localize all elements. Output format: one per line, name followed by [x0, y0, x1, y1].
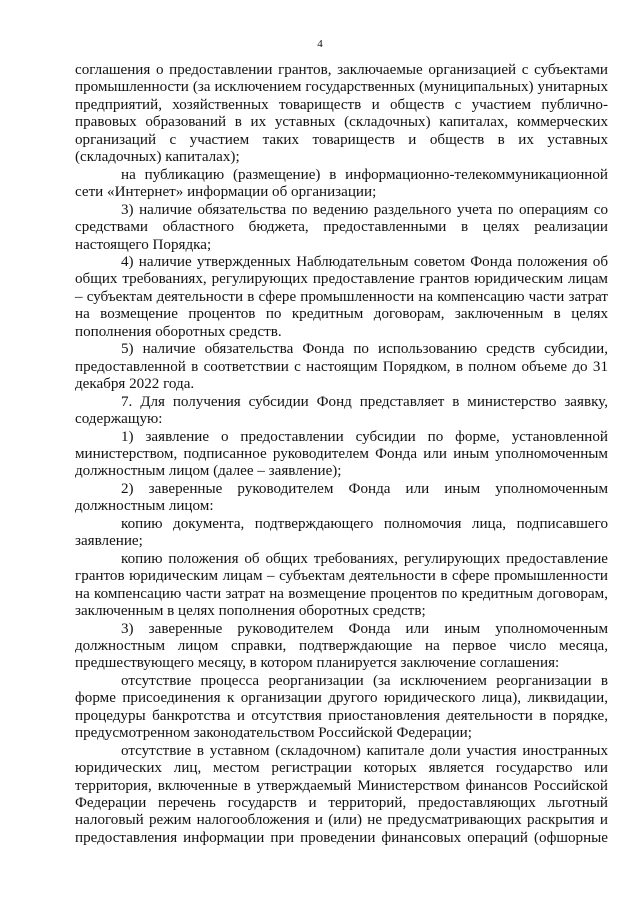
paragraph-authority-copy: копию документа, подтверждающего полномочия лица, подписавшего заявление;	[75, 515, 608, 550]
paragraph-no-reorganization: отсутствие процесса реорганизации (за исключением реорганизации в форме присоединения к организации другого юридического лица), ликвидации, процедуры банкротства и отсутствия приостановления деятельности в порядке, предусмотренном законодательством Российской Федерации;	[75, 672, 608, 742]
document-body	[75, 62, 608, 847]
paragraph-section-7-application: 7. Для получения субсидии Фонд представляет в министерство заявку, содержащую:	[75, 393, 608, 428]
paragraph-item-3-separate-accounting: 3) наличие обязательства по ведению раздельного учета по операциям со средствами областного бюджета, предоставленными в целях реализации настоящего Порядка;	[75, 201, 608, 253]
paragraph-item-5-subsidy-usage: 5) наличие обязательства Фонда по использованию средств субсидии, предоставленной в соответствии с настоящим Порядком, в полном объеме до 31 декабря 2022 года.	[75, 341, 608, 393]
paragraph-item-3-certificates: 3) заверенные руководителем Фонда или иным уполномоченным должностным лицом справки, подтверждающие на первое число месяца, предшествующего месяцу, в котором планируется заключение соглашения:	[75, 620, 608, 672]
paragraph-item-1-statement: 1) заявление о предоставлении субсидии по форме, установленной министерством, подписанное руководителем Фонда или иным уполномоченным должностным лицом (далее – заявление);	[75, 428, 608, 480]
paragraph-item-2-certified-documents: 2) заверенные руководителем Фонда или иным уполномоченным должностным лицом:	[75, 480, 608, 515]
paragraph-regulation-copy: копию положения об общих требованиях, регулирующих предоставление грантов юридическим лицам – субъектам деятельности в сфере промышленности на компенсацию части затрат на возмещение процентов по кредитным договорам, заключенным в целях пополнения оборотных средств;	[75, 550, 608, 620]
paragraph-agreements-continuation: соглашения о предоставлении грантов, заключаемые организацией с субъектами промышленности (за исключением государственных (муниципальных) унитарных предприятий, хозяйственных товариществ и обществ с участием публично-правовых образований в их уставных (складочных) капиталах, коммерческих организаций с участием таких товариществ и обществ в их уставных (складочных) капиталах);	[75, 62, 608, 166]
paragraph-internet-publication: на публикацию (размещение) в информационно-телекоммуникационной сети «Интернет» информации об организации;	[75, 166, 608, 201]
paragraph-item-4-grant-regulation: 4) наличие утвержденных Наблюдательным советом Фонда положения об общих требованиях, регулирующих предоставление грантов юридическим лицам – субъектам деятельности в сфере промышленности на компенсацию части затрат на возмещение процентов по кредитным договорам, заключенным в целях пополнения оборотных средств.	[75, 253, 608, 340]
page-number: 4	[317, 38, 323, 50]
paragraph-no-foreign-share: отсутствие в уставном (складочном) капитале доли участия иностранных юридических лиц, местом регистрации которых является государство или территория, включенные в утверждаемый Министерством финансов Российской Федерации перечень государств и территорий, предоставляющих льготный налоговый режим налогообложения и (или) не предусматривающих раскрытия и предоставления информации при проведении финансовых операций (офшорные	[75, 742, 608, 846]
